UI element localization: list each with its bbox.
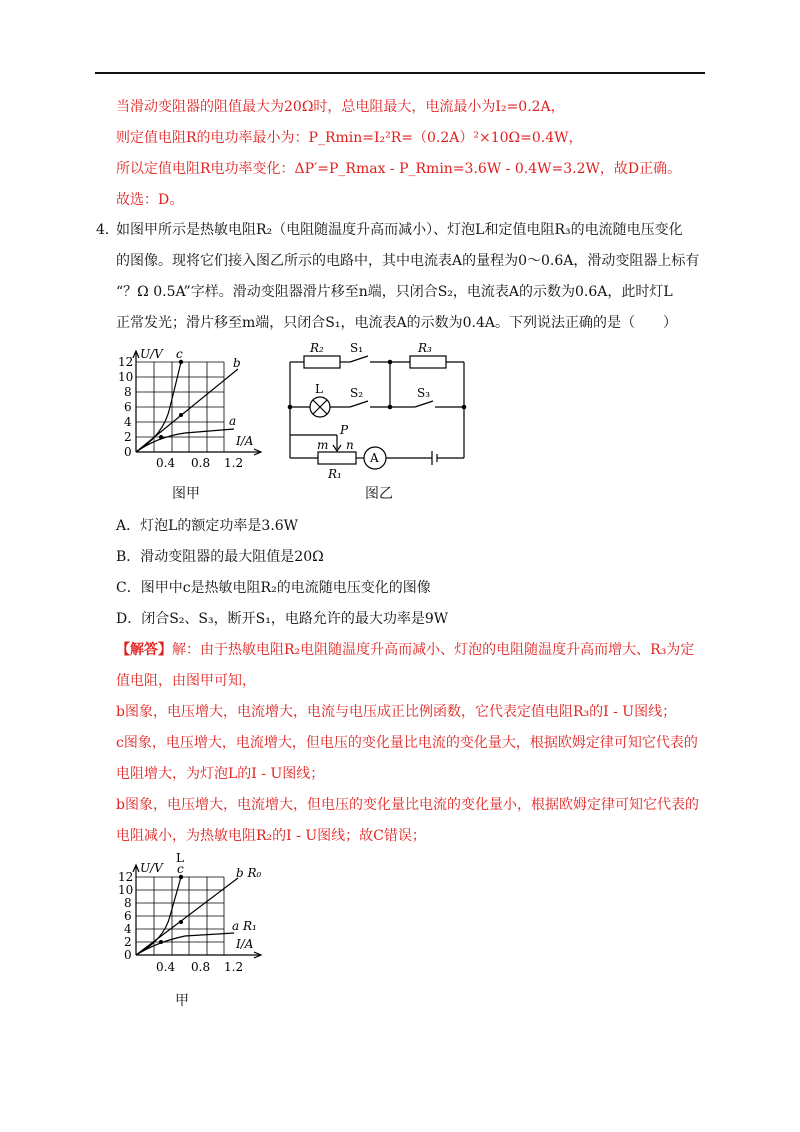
x-tick: 0.8: [191, 456, 211, 470]
y-tick: 2: [124, 430, 132, 444]
curve-c-label: c: [176, 347, 183, 361]
answer-line-4: c图象，电压增大，电流增大，但电压的变化量比电流的变化量大，根据欧姆定律可知它代表的: [116, 735, 698, 751]
y-tick: 8: [124, 896, 132, 910]
y-tick: 10: [118, 370, 134, 384]
y-tick: 2: [124, 935, 132, 949]
curve-b-label: b: [233, 356, 241, 370]
x-axis-label: I/A: [236, 434, 254, 448]
question-stem-2: 的图像。现将它们接入图乙所示的电路中，其中电流表A的量程为0～0.6A，滑动变阻器上标有: [116, 253, 700, 269]
figure-jia: [112, 345, 272, 495]
answer-line-2: 值电阻，由图甲可知，: [116, 673, 256, 689]
label-s2: S₂: [350, 386, 364, 400]
prev-line-2: 则定值电阻R的电功率最小为：P_Rmin=I₂²R=（0.2A）²×10Ω=0.4W，: [116, 130, 583, 146]
y-axis-label: U/V: [140, 347, 163, 361]
answer-tag: 【解答】: [116, 642, 172, 658]
figure-jia-annotated: [112, 850, 282, 980]
curve-a-label: a: [229, 414, 237, 428]
figure-yi: [280, 335, 480, 485]
y-axis-label: U/V: [140, 861, 163, 875]
x-tick: 1.2: [224, 960, 244, 974]
x-axis-label: I/A: [236, 937, 254, 951]
answer-text-1: 解：由于热敏电阻R₂电阻随温度升高而减小、灯泡的电阻随温度升高而增大、R₃为定: [172, 642, 695, 658]
x-tick: 1.2: [224, 456, 244, 470]
label-p: P: [340, 423, 349, 437]
option-c: C．图甲中c是热敏电阻R₂的电流随电压变化的图像: [116, 580, 431, 596]
label-s3: S₃: [417, 386, 431, 400]
prev-line-3: 所以定值电阻R电功率变化：ΔP′=P_Rmax - P_Rmin=3.6W - 0.4W=3.2W，故D正确。: [116, 161, 682, 177]
label-l: L: [315, 382, 323, 396]
question-stem-4: 正常发光；滑片移至m端，只闭合S₁，电流表A的示数为0.4A。下列说法正确的是（ ）: [116, 315, 677, 331]
y-tick: 0: [124, 948, 132, 962]
answer-line-5: 电阻增大，为灯泡L的I - U图线；: [116, 766, 325, 782]
y-tick: 4: [124, 922, 132, 936]
option-a: A．灯泡L的额定功率是3.6W: [116, 518, 299, 534]
curve-l-label: L: [176, 851, 184, 865]
label-m: m: [317, 438, 329, 452]
answer-line-6: b图象，电压增大，电流增大，但电压的变化量比电流的变化量小，根据欧姆定律可知它代表的: [116, 797, 699, 813]
y-tick: 12: [118, 355, 134, 369]
answer-line-1: [116, 640, 694, 660]
label-r2: R₂: [310, 341, 324, 355]
label-s1: S₁: [350, 341, 364, 355]
curve-a-label: a R₁: [232, 919, 257, 933]
header-rule: [95, 72, 705, 74]
y-tick: 4: [124, 415, 132, 429]
x-tick: 0.4: [156, 960, 176, 974]
label-r3: R₃: [418, 341, 432, 355]
figure-jia-annotated-caption: 甲: [175, 993, 189, 1009]
label-r1: R₁: [328, 467, 342, 481]
answer-line-7: 电阻减小，为热敏电阻R₂的I - U图线；故C错误；: [116, 828, 426, 844]
y-tick: 10: [118, 883, 134, 897]
y-tick: 12: [118, 870, 134, 884]
prev-line-1: 当滑动变阻器的阻值最大为20Ω时，总电阻最大，电流最小为I₂=0.2A，: [116, 99, 565, 115]
question-stem-3: “？Ω 0.5A”字样。滑动变阻器滑片移至n端，只闭合S₂，电流表A的示数为0.6A，此时灯L: [116, 284, 673, 300]
y-tick: 0: [124, 445, 132, 459]
y-tick: 8: [124, 385, 132, 399]
answer-line-3: b图象，电压增大，电流增大，电流与电压成正比例函数，它代表定值电阻R₃的I - U图线；: [116, 704, 677, 720]
curve-b-label: b R₀: [236, 866, 262, 880]
x-tick: 0.8: [191, 960, 211, 974]
x-tick: 0.4: [156, 456, 176, 470]
y-tick: 6: [124, 909, 132, 923]
label-n: n: [346, 438, 354, 452]
figure-yi-caption: 图乙: [365, 486, 393, 502]
question-number: 4．: [96, 222, 119, 238]
curve-c-label: c: [177, 862, 184, 876]
option-d: D．闭合S₂、S₃，断开S₁，电路允许的最大功率是9W: [116, 611, 449, 627]
option-b: B．滑动变阻器的最大阻值是20Ω: [116, 549, 324, 565]
y-tick: 6: [124, 400, 132, 414]
prev-line-4: 故选：D。: [116, 192, 184, 208]
label-ammeter: A: [370, 451, 379, 465]
question-stem-1: 如图甲所示是热敏电阻R₂（电阻随温度升高而减小）、灯泡L和定值电阻R₃的电流随电压变化: [116, 222, 683, 238]
figure-jia-caption: 图甲: [172, 486, 200, 502]
